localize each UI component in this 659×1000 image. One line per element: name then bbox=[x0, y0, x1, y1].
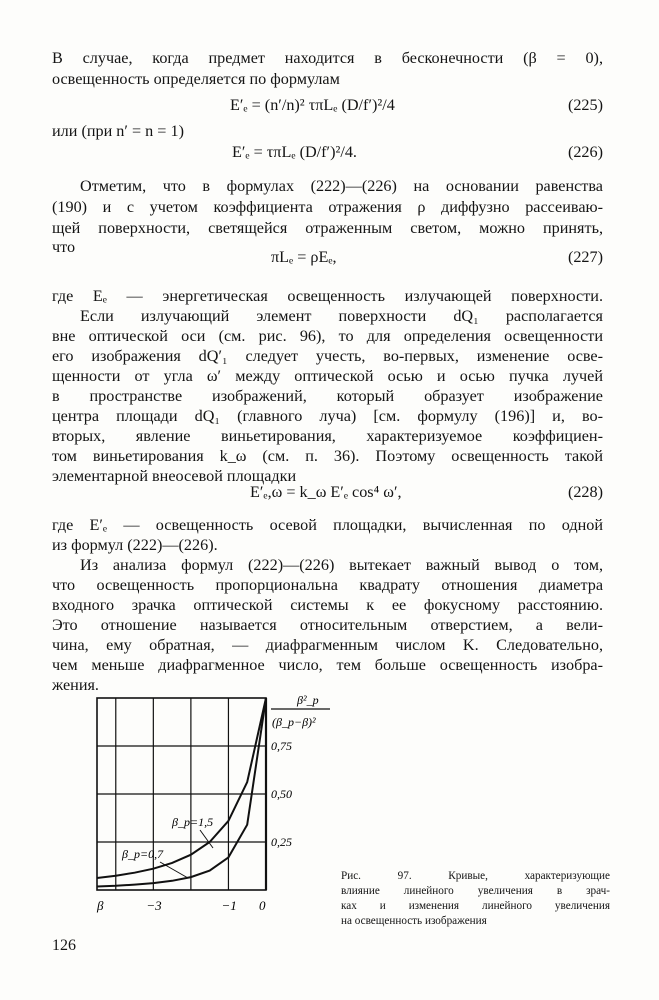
equation-225: E′ₑ = (n′/n)² τπLₑ (D/f′)²/4 bbox=[230, 96, 395, 114]
text-line: (190) и с учетом коэффициента отражения ρ диффузно рассеиваю- bbox=[52, 198, 603, 216]
equation-227: πLₑ = ρEₑ, bbox=[271, 248, 337, 266]
y-tick-label: 0,25 bbox=[271, 835, 292, 849]
figure-caption-line: Рис. 97. Кривые, характеризующие bbox=[341, 870, 610, 882]
text-line: Это отношение называется относительным отверстием, а вели- bbox=[52, 616, 603, 634]
text-line: том виньетирования k_ω (см. п. 36). Поэтому освещенность такой bbox=[52, 447, 603, 465]
equation-number: (225) bbox=[567, 96, 603, 114]
text-line: Из анализа формул (222)—(226) вытекает важный вывод о том, bbox=[80, 556, 603, 574]
x-tick-label: 0 bbox=[259, 898, 266, 913]
equation-number: (227) bbox=[567, 248, 603, 266]
text-line: его изображения dQ′₁ следует учесть, во-первых, изменение осве- bbox=[52, 347, 603, 365]
text-line: или (при n′ = n = 1) bbox=[52, 122, 184, 140]
text-line: в пространстве изображений, который образует изображение bbox=[52, 387, 603, 405]
text-line: центра площади dQ₁ (главного луча) [см. формулу (196)] и, во- bbox=[52, 407, 603, 425]
text-line: что bbox=[52, 238, 76, 256]
figure-caption-line: ках и изменения линейного увеличения bbox=[341, 900, 610, 912]
curve-label: β_p=0,7 bbox=[122, 847, 164, 861]
text-line: элементарной внеосевой площадки bbox=[52, 467, 297, 485]
text-line: Отметим, что в формулах (222)—(226) на основании равенства bbox=[80, 177, 603, 195]
x-tick-label: −1 bbox=[221, 898, 237, 913]
equation-number: (226) bbox=[567, 143, 603, 161]
figure-caption-line: влияние линейного увеличения в зрач- bbox=[341, 885, 610, 897]
figure-caption-line: на освещенность изображения bbox=[341, 915, 487, 927]
text-line: вне оптической оси (см. рис. 96), то для определения освещенности bbox=[52, 327, 603, 345]
page-number: 126 bbox=[52, 937, 76, 954]
y-axis-label-bottom: (β_p−β)² bbox=[272, 715, 316, 729]
text-line: Если излучающий элемент поверхности dQ₁ располагается bbox=[80, 307, 603, 325]
equation-228: E′ₑ,ω = k_ω E′ₑ cos⁴ ω′, bbox=[250, 483, 402, 501]
text-line: щенности от угла ω′ между оптической осью и осью пучка лучей bbox=[52, 367, 603, 385]
text-line: щей поверхности, светящейся отраженным светом, можно принять, bbox=[52, 219, 603, 237]
text-line: входного зрачка оптической системы к ее фокусному расстоянию. bbox=[52, 596, 603, 614]
text-line: вторых, явление виньетирования, характеризуемое коэффициен- bbox=[52, 427, 603, 445]
text-line: освещенность определяется по формулам bbox=[52, 70, 340, 88]
text-line: где E′ₑ — освещенность осевой площадки, вычисленная по одной bbox=[52, 516, 603, 534]
y-tick-label: 0,75 bbox=[271, 739, 292, 753]
text-line: что освещенность пропорциональна квадрату отношения диаметра bbox=[52, 576, 603, 594]
x-tick-label: −3 bbox=[146, 898, 162, 913]
text-line: В случае, когда предмет находится в бесконечности (β = 0), bbox=[52, 49, 603, 67]
y-tick-label: 0,50 bbox=[271, 787, 292, 801]
text-line: чина, ему обратная, — диафрагменным числом K. Следовательно, bbox=[52, 636, 603, 654]
y-axis-label-top: β²_p bbox=[297, 693, 319, 707]
text-line: чем меньше диафрагменное число, тем больше освещенность изобра- bbox=[52, 656, 603, 674]
curve-label: β_p=1,5 bbox=[172, 815, 214, 829]
text-line: где Eₑ — энергетическая освещенность излучающей поверхности. bbox=[52, 287, 603, 305]
equation-226: E′ₑ = τπLₑ (D/f′)²/4. bbox=[232, 143, 357, 161]
x-tick-label: β bbox=[97, 898, 104, 913]
curve-label-leader bbox=[160, 862, 188, 878]
text-line: из формул (222)—(226). bbox=[52, 536, 218, 554]
equation-number: (228) bbox=[567, 483, 603, 501]
chart-labels bbox=[96, 693, 330, 913]
text-line: жения. bbox=[52, 676, 99, 694]
